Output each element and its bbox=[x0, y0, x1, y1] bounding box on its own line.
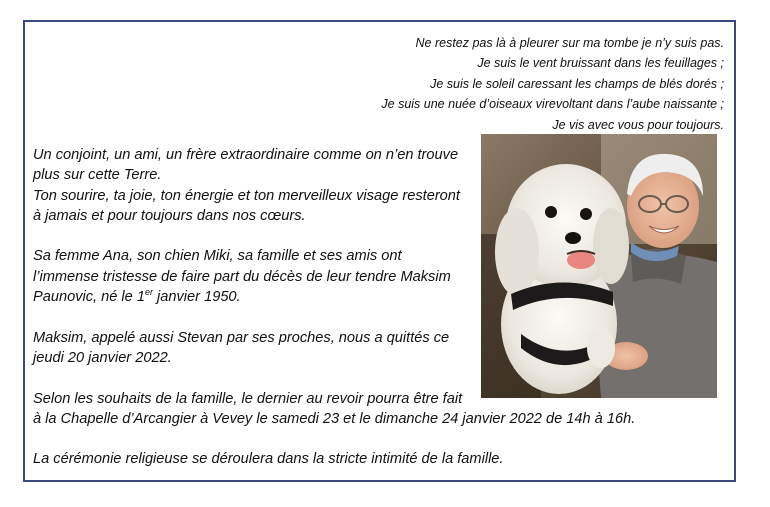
poem-line: Je suis le vent bruissant dans les feuillages ; bbox=[477, 56, 724, 71]
paragraph-passing bbox=[33, 328, 478, 369]
text-line: l’immense tristesse de faire part du décès de leur tendre Maksim bbox=[33, 268, 451, 285]
poem-line: Je suis une nuée d’oiseaux virevoltant dans l’aube naissante ; bbox=[381, 97, 724, 112]
text-line: Paunovic, né le 1 bbox=[33, 289, 145, 306]
text-line: Selon les souhaits de la famille, le dernier au revoir pourra être fait bbox=[33, 390, 463, 407]
text-line: jeudi 20 janvier 2022. bbox=[33, 349, 172, 366]
text-line: plus sur cette Terre. bbox=[33, 167, 162, 184]
ordinal-superscript: er bbox=[144, 287, 153, 298]
poem-line: Je suis le soleil caressant les champs de blés dorés ; bbox=[430, 76, 724, 91]
text-line: Sa femme Ana, son chien Miki, sa famille et ses amis ont bbox=[33, 248, 402, 265]
obituary-text bbox=[33, 145, 636, 470]
paragraph-ceremony bbox=[33, 449, 504, 469]
poem-line: Ne restez pas là à pleurer sur ma tombe je n’y suis pas. bbox=[415, 36, 724, 50]
text-line: Maksim, appelé aussi Stevan par ses proches, nous a quittés ce bbox=[33, 329, 450, 346]
text-line: Un conjoint, un ami, un frère extraordinaire comme on n’en trouve bbox=[33, 147, 459, 163]
text-line: à la Chapelle d’Arcangier à Vevey le samedi 23 et le dimanche 24 janvier 2022 de 14h à 16h. bbox=[33, 410, 636, 427]
poem bbox=[304, 33, 724, 135]
paragraph-tribute bbox=[33, 145, 478, 226]
paragraph-announcement bbox=[33, 246, 478, 307]
man-with-white-dog-photo bbox=[481, 134, 717, 398]
poem-line: Je vis avec vous pour toujours. bbox=[552, 117, 724, 132]
text-line: à jamais et pour toujours dans nos cœurs. bbox=[33, 207, 306, 224]
text-line: janvier 1950. bbox=[152, 289, 241, 306]
paragraph-farewell bbox=[33, 389, 636, 430]
text-line: La cérémonie religieuse se déroulera dans la stricte intimité de la famille. bbox=[33, 451, 504, 468]
text-line: Ton sourire, ta joie, ton énergie et ton merveilleux visage resteront bbox=[33, 187, 460, 204]
